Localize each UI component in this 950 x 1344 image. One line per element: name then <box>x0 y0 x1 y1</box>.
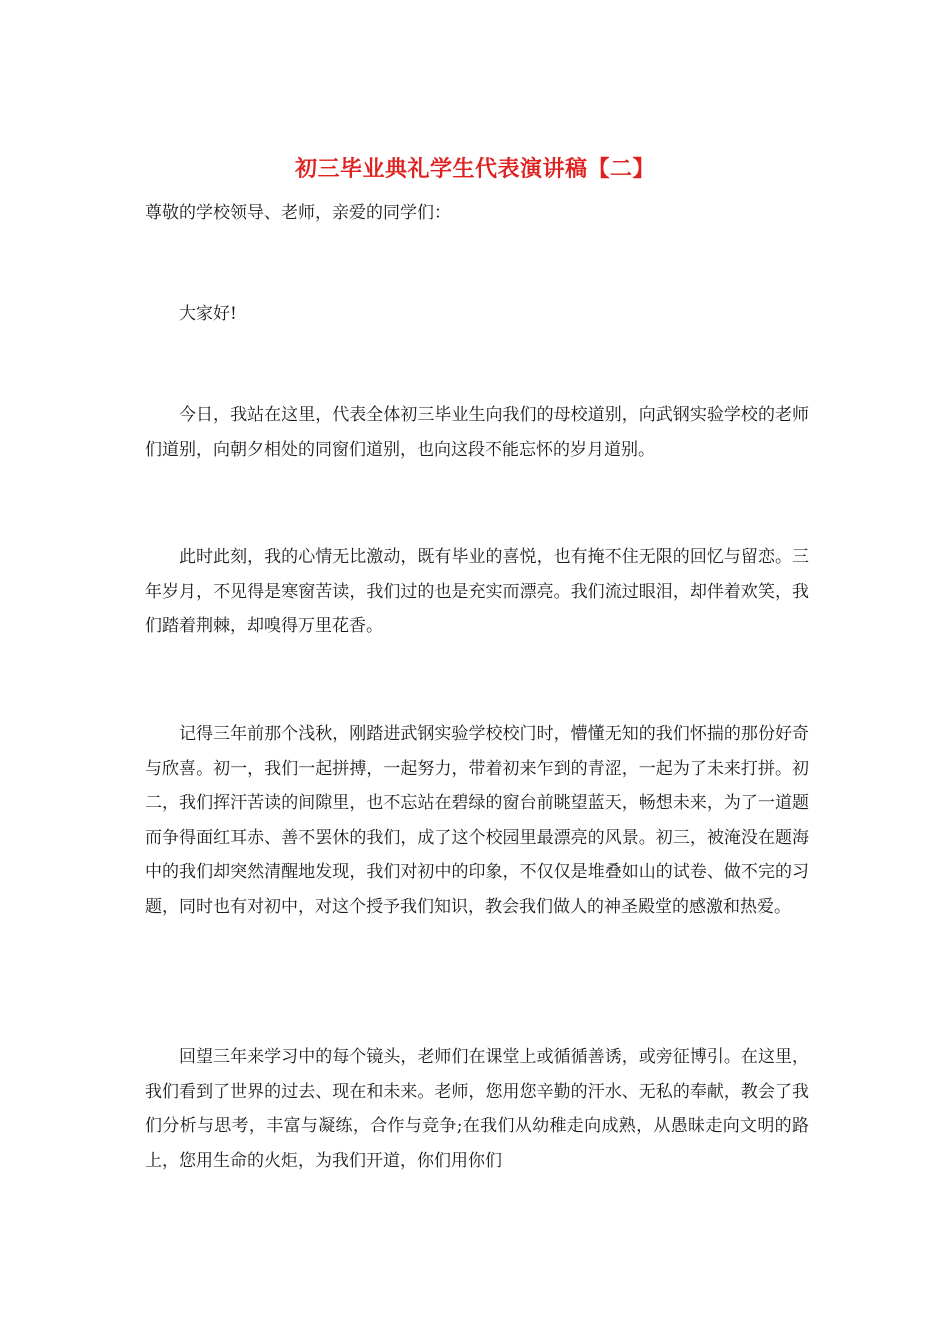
body-paragraph: 回望三年来学习中的每个镜头，老师们在课堂上或循循善诱，或旁征博引。在这里，我们看到了世界的过去、现在和未来。老师，您用您辛勤的汗水、无私的奉献，教会了我们分析与思考，丰富与凝练，合作与竞争;在我们从幼稚走向成熟，从愚昧走向文明的路上，您用生命的火炬，为我们开道，你们用你们 <box>145 1047 809 1171</box>
body-paragraph: 此时此刻，我的心情无比激动，既有毕业的喜悦，也有掩不住无限的回忆与留恋。三年岁月，不见得是寒窗苦读，我们过的也是充实而漂亮。我们流过眼泪，却伴着欢笑，我们踏着荆棘，却嗅得万里花香。 <box>145 547 809 636</box>
body-paragraph: 记得三年前那个浅秋，刚踏进武钢实验学校校门时，懵懂无知的我们怀揣的那份好奇与欣喜。初一，我们一起拼搏，一起努力，带着初来乍到的青涩，一起为了未来打拼。初二，我们挥汗苦读的间隙里，也不忘站在碧绿的窗台前眺望蓝天，畅想未来，为了一道题而争得面红耳赤、善不罢休的我们，成了这个校园里最漂亮的风景。初三，被淹没在题海中的我们却突然清醒地发现，我们对初中的印象，不仅仅是堆叠如山的试卷、做不完的习题，同时也有对初中，对这个授予我们知识，教会我们做人的神圣殿堂的感激和热爱。 <box>145 724 809 917</box>
body-paragraph: 今日，我站在这里，代表全体初三毕业生向我们的母校道别，向武钢实验学校的老师们道别，向朝夕相处的同窗们道别，也向这段不能忘怀的岁月道别。 <box>145 405 809 460</box>
salutation: 尊敬的学校领导、老师，亲爱的同学们： <box>145 203 451 223</box>
document-title: 初三毕业典礼学生代表演讲稿【二】 <box>294 156 655 182</box>
greeting-paragraph: 大家好! <box>179 304 237 324</box>
